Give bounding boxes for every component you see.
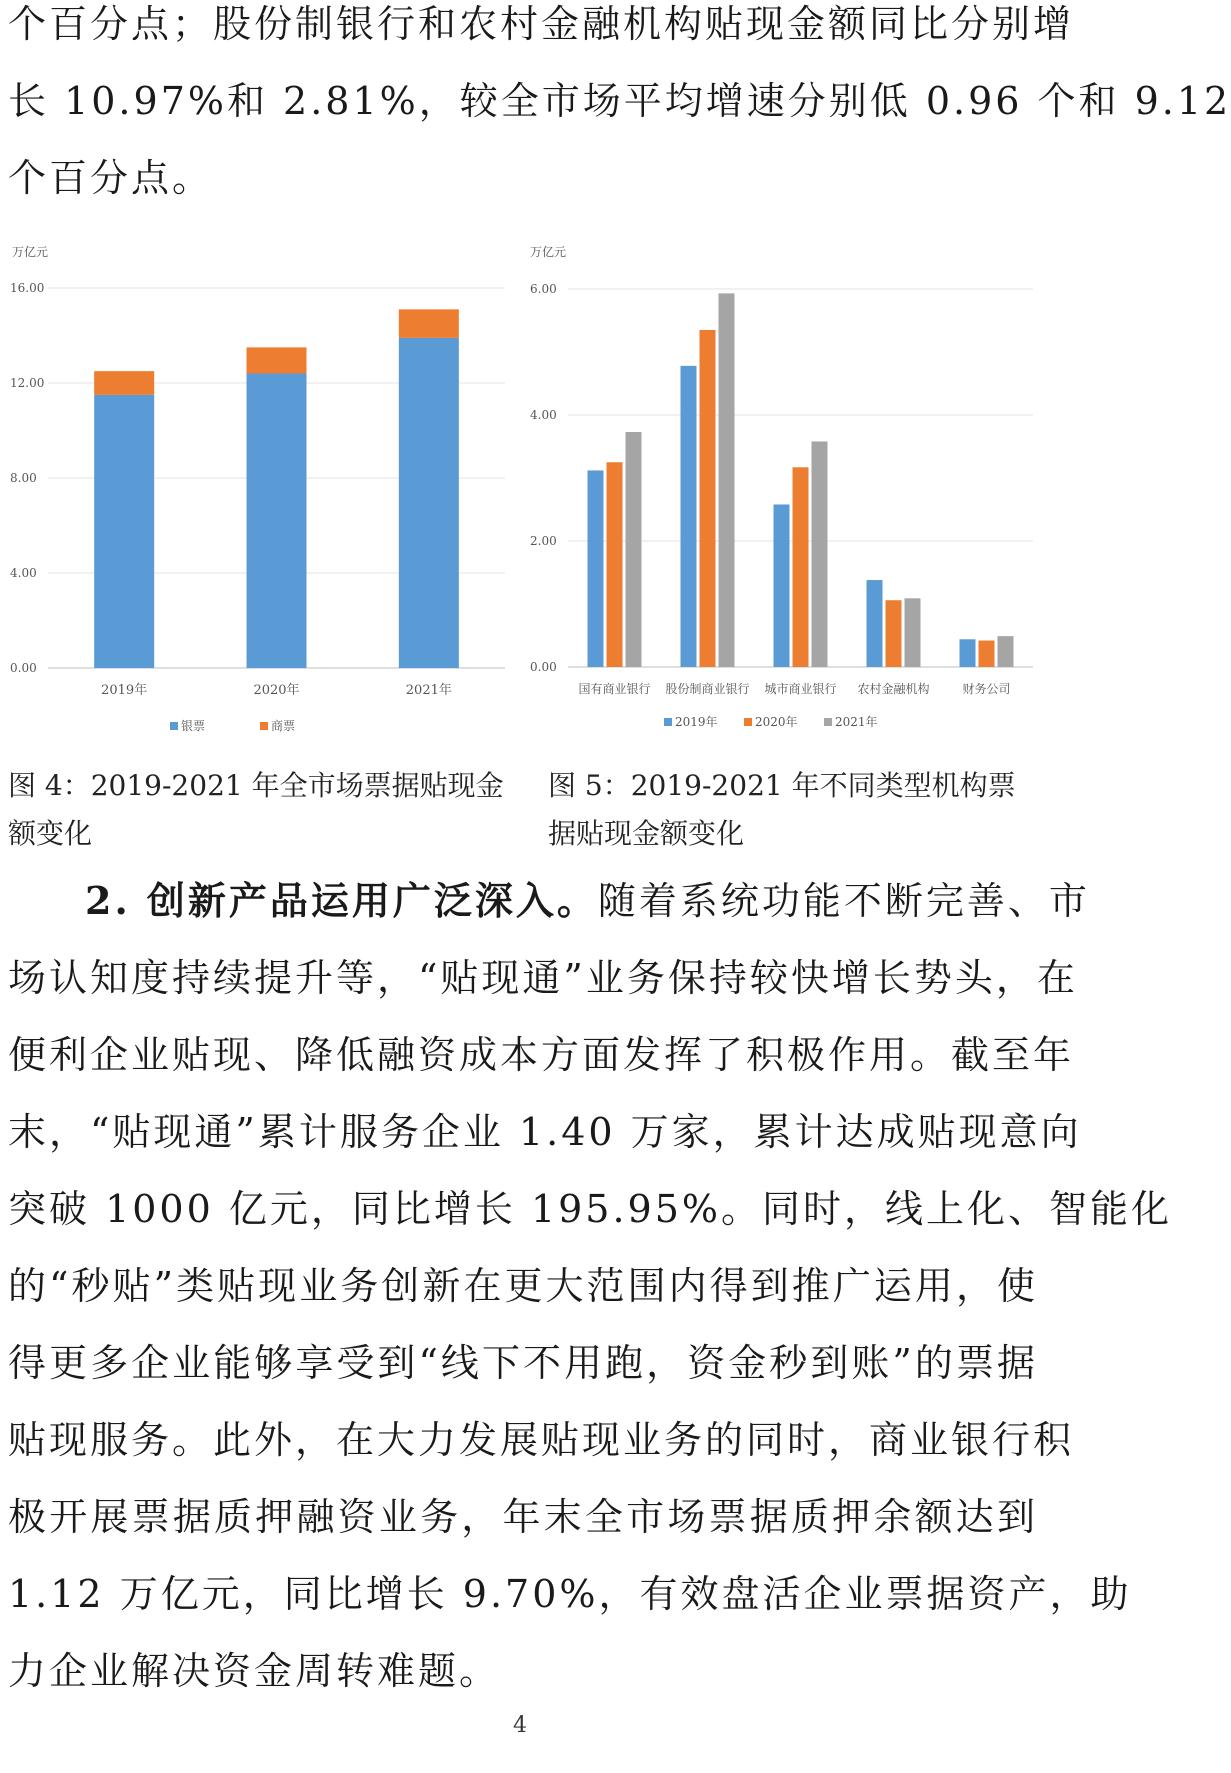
fig5-category-label: 国有商业银行 xyxy=(578,682,651,696)
fig5-bar xyxy=(588,470,604,667)
section-line-8: 贴现服务。此外，在大力发展贴现业务的同时，商业银行积 xyxy=(8,1418,1075,1462)
fig5-y-tick: 0.00 xyxy=(530,660,557,674)
fig5-y-tick: 6.00 xyxy=(530,282,557,296)
fig4-y-tick: 16.00 xyxy=(10,281,45,295)
fig4-bar xyxy=(94,371,154,395)
fig5-bar xyxy=(774,504,790,667)
fig5-bar xyxy=(719,293,735,667)
section-line-1-text: 随着系统功能不断完善、市 xyxy=(597,879,1090,923)
fig5-category-label: 财务公司 xyxy=(962,682,1011,696)
fig5-legend-label: 2020年 xyxy=(755,715,798,729)
fig4-legend-label: 商票 xyxy=(271,719,296,733)
section-line-6: 的“秒贴”类贴现业务创新在更大范围内得到推广运用，使 xyxy=(8,1264,1038,1308)
fig5-bar xyxy=(960,639,976,667)
section-line-10: 1.12 万亿元，同比增长 9.70%，有效盘活企业票据资产，助 xyxy=(8,1572,1132,1616)
fig4-bar xyxy=(247,374,307,669)
section-line-3: 便利企业贴现、降低融资成本方面发挥了积极作用。截至年 xyxy=(8,1033,1075,1077)
intro-line-3: 个百分点。 xyxy=(8,156,214,200)
fig5-bar xyxy=(998,636,1014,667)
intro-line-2: 长 10.97%和 2.81%，较全市场平均增速分别低 0.96 个和 9.12 xyxy=(8,79,1231,123)
figure-4-caption: 图 4：2019-2021 年全市场票据贴现金额变化 xyxy=(8,769,504,850)
fig5-category-label: 农村金融机构 xyxy=(857,682,930,696)
fig4-bar xyxy=(399,309,459,338)
fig5-category-label: 城市商业银行 xyxy=(764,682,837,696)
fig4-y-tick: 12.00 xyxy=(10,376,45,390)
fig4-y-tick: 0.00 xyxy=(10,661,37,675)
section-line-4: 末，“贴现通”累计服务企业 1.40 万家，累计达成贴现意向 xyxy=(8,1110,1082,1154)
intro-line-1: 个百分点；股份制银行和农村金融机构贴现金额同比分别增 xyxy=(8,2,1075,46)
fig4-category-label: 2020年 xyxy=(253,683,300,698)
fig5-category-label: 股份制商业银行 xyxy=(665,682,750,696)
section-paragraph xyxy=(8,862,1173,1710)
section-line-2: 场认知度持续提升等，“贴现通”业务保持较快增长势头，在 xyxy=(8,956,1078,1000)
fig5-y-tick: 4.00 xyxy=(530,408,557,422)
section-line-9: 极开展票据质押融资业务，年末全市场票据质押余额达到 xyxy=(8,1495,1038,1539)
fig5-bar xyxy=(886,600,902,667)
fig4-legend-swatch xyxy=(260,722,268,730)
fig5-bar xyxy=(812,441,828,667)
fig4-legend-swatch xyxy=(170,722,178,730)
intro-paragraph xyxy=(8,0,1231,217)
fig5-bar xyxy=(700,330,716,667)
fig4-y-tick: 8.00 xyxy=(10,471,37,485)
fig4-bar xyxy=(247,347,307,373)
fig4-category-label: 2021年 xyxy=(405,683,452,698)
section-heading: 2. 创新产品运用广泛深入。 xyxy=(85,878,598,923)
fig4-bar xyxy=(399,338,459,668)
fig4-y-tick: 4.00 xyxy=(10,566,37,580)
fig5-unit-label: 万亿元 xyxy=(530,245,567,259)
fig5-bar xyxy=(793,467,809,667)
fig5-bar xyxy=(905,598,921,667)
section-line-1 xyxy=(8,862,1090,940)
fig5-legend-swatch xyxy=(744,718,752,726)
fig5-legend-label: 2019年 xyxy=(675,715,718,729)
fig5-legend-label: 2021年 xyxy=(835,715,878,729)
fig4-legend-label: 银票 xyxy=(181,719,206,733)
figure-5-caption: 图 5：2019-2021 年不同类型机构票据贴现金额变化 xyxy=(548,769,1016,850)
section-line-11: 力企业解决资金周转难题。 xyxy=(8,1649,501,1693)
section-line-5: 突破 1000 亿元，同比增长 195.95%。同时，线上化、智能化 xyxy=(8,1187,1173,1231)
fig4-bar xyxy=(94,395,154,668)
fig5-y-tick: 2.00 xyxy=(530,534,557,548)
page-number: 4 xyxy=(513,1713,527,1738)
figure-5-chart xyxy=(528,232,1040,752)
fig5-bar xyxy=(979,641,995,667)
fig5-legend-swatch xyxy=(664,718,672,726)
fig5-legend-swatch xyxy=(824,718,832,726)
fig4-unit-label: 万亿元 xyxy=(12,245,49,259)
figure-4-chart xyxy=(0,232,520,752)
fig5-bar xyxy=(607,462,623,667)
fig4-category-label: 2019年 xyxy=(101,683,148,698)
fig5-bar xyxy=(626,432,642,667)
fig5-bar xyxy=(681,366,697,667)
section-line-7: 得更多企业能够享受到“线下不用跑，资金秒到账”的票据 xyxy=(8,1341,1038,1385)
fig5-bar xyxy=(867,580,883,667)
